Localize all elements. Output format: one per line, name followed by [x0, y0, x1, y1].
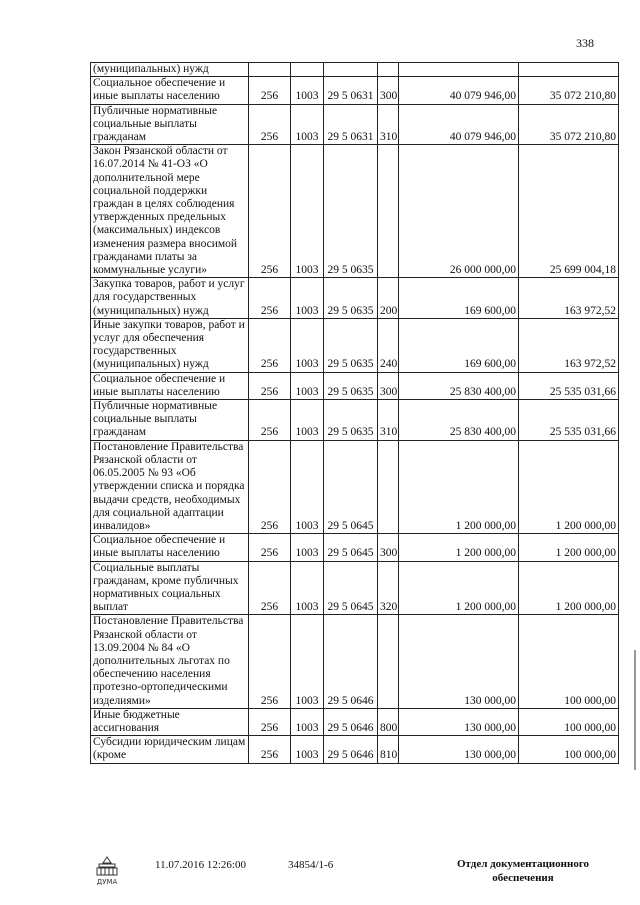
- table-row: [91, 77, 619, 104]
- cell-section: 1003: [291, 400, 324, 441]
- cell-planned-amount: 130 000,00: [399, 615, 519, 708]
- cell-section: 1003: [291, 561, 324, 615]
- cell-section: 1003: [291, 77, 324, 104]
- cell-executed-amount: 1 200 000,00: [519, 561, 619, 615]
- cell-section: 1003: [291, 278, 324, 319]
- cell-expense-type: [378, 63, 399, 77]
- cell-name: Социальные выплаты гражданам, кроме публичных нормативных социальных выплат: [91, 561, 249, 615]
- cell-admin-code: 256: [249, 77, 291, 104]
- cell-section: 1003: [291, 145, 324, 278]
- cell-planned-amount: 130 000,00: [399, 708, 519, 735]
- table-row: [91, 440, 619, 533]
- cell-name: Закон Рязанской области от 16.07.2014 № 41-ОЗ «О дополнительной мере социальной поддержки граждан в целях соблюдения утвержденных предельных (максимальных) индексов изменения размера вносимой гражданами платы за коммунальные услуги»: [91, 145, 249, 278]
- budget-table: [90, 62, 619, 764]
- cell-planned-amount: 1 200 000,00: [399, 440, 519, 533]
- cell-planned-amount: [399, 63, 519, 77]
- cell-target-article: 29 5 0635: [324, 400, 378, 441]
- department-line-1: Отдел документационного: [456, 858, 590, 870]
- cell-section: 1003: [291, 318, 324, 372]
- cell-section: 1003: [291, 440, 324, 533]
- cell-executed-amount: 35 072 210,80: [519, 104, 619, 145]
- cell-planned-amount: 40 079 946,00: [399, 104, 519, 145]
- cell-target-article: 29 5 0631: [324, 104, 378, 145]
- cell-planned-amount: 1 200 000,00: [399, 534, 519, 561]
- cell-executed-amount: 35 072 210,80: [519, 77, 619, 104]
- cell-expense-type: 310: [378, 104, 399, 145]
- cell-target-article: 29 5 0635: [324, 145, 378, 278]
- cell-target-article: 29 5 0646: [324, 736, 378, 763]
- cell-planned-amount: 40 079 946,00: [399, 77, 519, 104]
- cell-name: Субсидии юридическим лицам (кроме: [91, 736, 249, 763]
- cell-executed-amount: 100 000,00: [519, 615, 619, 708]
- cell-planned-amount: 169 600,00: [399, 278, 519, 319]
- table-row: [91, 708, 619, 735]
- cell-planned-amount: 1 200 000,00: [399, 561, 519, 615]
- cell-executed-amount: 100 000,00: [519, 708, 619, 735]
- cell-section: 1003: [291, 708, 324, 735]
- cell-target-article: 29 5 0646: [324, 615, 378, 708]
- cell-name: Закупка товаров, работ и услуг для государственных (муниципальных) нужд: [91, 278, 249, 319]
- cell-admin-code: 256: [249, 440, 291, 533]
- cell-admin-code: 256: [249, 104, 291, 145]
- cell-expense-type: 810: [378, 736, 399, 763]
- table-row: [91, 561, 619, 615]
- cell-admin-code: 256: [249, 708, 291, 735]
- cell-target-article: 29 5 0645: [324, 534, 378, 561]
- emblem-text: ДУМА: [96, 878, 118, 886]
- duma-emblem-icon: [92, 855, 122, 887]
- table-row: [91, 534, 619, 561]
- footer-doc-number: 34854/1-6: [288, 859, 334, 871]
- cell-name: Иные бюджетные ассигнования: [91, 708, 249, 735]
- cell-admin-code: 256: [249, 615, 291, 708]
- cell-name: (муниципальных) нужд: [91, 63, 249, 77]
- cell-executed-amount: 25 699 004,18: [519, 145, 619, 278]
- table-row: [91, 278, 619, 319]
- cell-executed-amount: [519, 63, 619, 77]
- cell-expense-type: 310: [378, 400, 399, 441]
- cell-executed-amount: 25 535 031,66: [519, 400, 619, 441]
- cell-executed-amount: 25 535 031,66: [519, 372, 619, 399]
- cell-name: Публичные нормативные социальные выплаты гражданам: [91, 400, 249, 441]
- cell-name: Публичные нормативные социальные выплаты гражданам: [91, 104, 249, 145]
- cell-target-article: [324, 63, 378, 77]
- cell-name: Постановление Правительства Рязанской области от 06.05.2005 № 93 «Об утверждении списка и порядка выдачи средств, необходимых для социальной адаптации инвалидов»: [91, 440, 249, 533]
- table-row: [91, 400, 619, 441]
- table-row: [91, 104, 619, 145]
- footer: [0, 855, 640, 895]
- cell-section: 1003: [291, 372, 324, 399]
- cell-executed-amount: 1 200 000,00: [519, 440, 619, 533]
- cell-target-article: 29 5 0635: [324, 372, 378, 399]
- cell-expense-type: 320: [378, 561, 399, 615]
- cell-expense-type: [378, 615, 399, 708]
- cell-target-article: 29 5 0631: [324, 77, 378, 104]
- table-row: [91, 736, 619, 763]
- cell-expense-type: [378, 440, 399, 533]
- cell-admin-code: 256: [249, 318, 291, 372]
- cell-expense-type: 300: [378, 372, 399, 399]
- cell-expense-type: 200: [378, 278, 399, 319]
- cell-admin-code: 256: [249, 400, 291, 441]
- cell-target-article: 29 5 0645: [324, 561, 378, 615]
- cell-planned-amount: 25 830 400,00: [399, 372, 519, 399]
- cell-admin-code: 256: [249, 561, 291, 615]
- cell-target-article: 29 5 0646: [324, 708, 378, 735]
- cell-target-article: 29 5 0645: [324, 440, 378, 533]
- cell-expense-type: 800: [378, 708, 399, 735]
- table-row: [91, 318, 619, 372]
- cell-admin-code: 256: [249, 534, 291, 561]
- cell-admin-code: 256: [249, 278, 291, 319]
- budget-table-body: [91, 63, 619, 764]
- cell-admin-code: 256: [249, 145, 291, 278]
- cell-name: Социальное обеспечение и иные выплаты населению: [91, 372, 249, 399]
- cell-executed-amount: 163 972,52: [519, 278, 619, 319]
- footer-date: 11.07.2016 12:26:00: [155, 859, 246, 871]
- cell-executed-amount: 1 200 000,00: [519, 534, 619, 561]
- cell-section: 1003: [291, 104, 324, 145]
- cell-name: Социальное обеспечение и иные выплаты населению: [91, 77, 249, 104]
- cell-section: 1003: [291, 534, 324, 561]
- table-row: [91, 615, 619, 708]
- cell-expense-type: 240: [378, 318, 399, 372]
- cell-name: Социальное обеспечение и иные выплаты населению: [91, 534, 249, 561]
- cell-name: Иные закупки товаров, работ и услуг для обеспечения государственных (муниципальных) нужд: [91, 318, 249, 372]
- cell-expense-type: 300: [378, 534, 399, 561]
- cell-admin-code: 256: [249, 736, 291, 763]
- cell-target-article: 29 5 0635: [324, 318, 378, 372]
- cell-admin-code: [249, 63, 291, 77]
- footer-department: [438, 857, 608, 885]
- scan-edge-mark: [634, 650, 636, 770]
- cell-planned-amount: 25 830 400,00: [399, 400, 519, 441]
- cell-expense-type: [378, 145, 399, 278]
- cell-executed-amount: 100 000,00: [519, 736, 619, 763]
- cell-name: Постановление Правительства Рязанской области от 13.09.2004 № 84 «О дополнительных льготах по обеспечению населения протезно-ортопедическими изделиями»: [91, 615, 249, 708]
- cell-section: [291, 63, 324, 77]
- cell-target-article: 29 5 0635: [324, 278, 378, 319]
- table-row: [91, 145, 619, 278]
- cell-expense-type: 300: [378, 77, 399, 104]
- cell-section: 1003: [291, 615, 324, 708]
- cell-planned-amount: 169 600,00: [399, 318, 519, 372]
- department-line-2: обеспечения: [492, 872, 554, 884]
- table-row: [91, 372, 619, 399]
- cell-planned-amount: 26 000 000,00: [399, 145, 519, 278]
- cell-admin-code: 256: [249, 372, 291, 399]
- page-number: 338: [576, 36, 594, 50]
- cell-section: 1003: [291, 736, 324, 763]
- cell-executed-amount: 163 972,52: [519, 318, 619, 372]
- cell-planned-amount: 130 000,00: [399, 736, 519, 763]
- table-row: [91, 63, 619, 77]
